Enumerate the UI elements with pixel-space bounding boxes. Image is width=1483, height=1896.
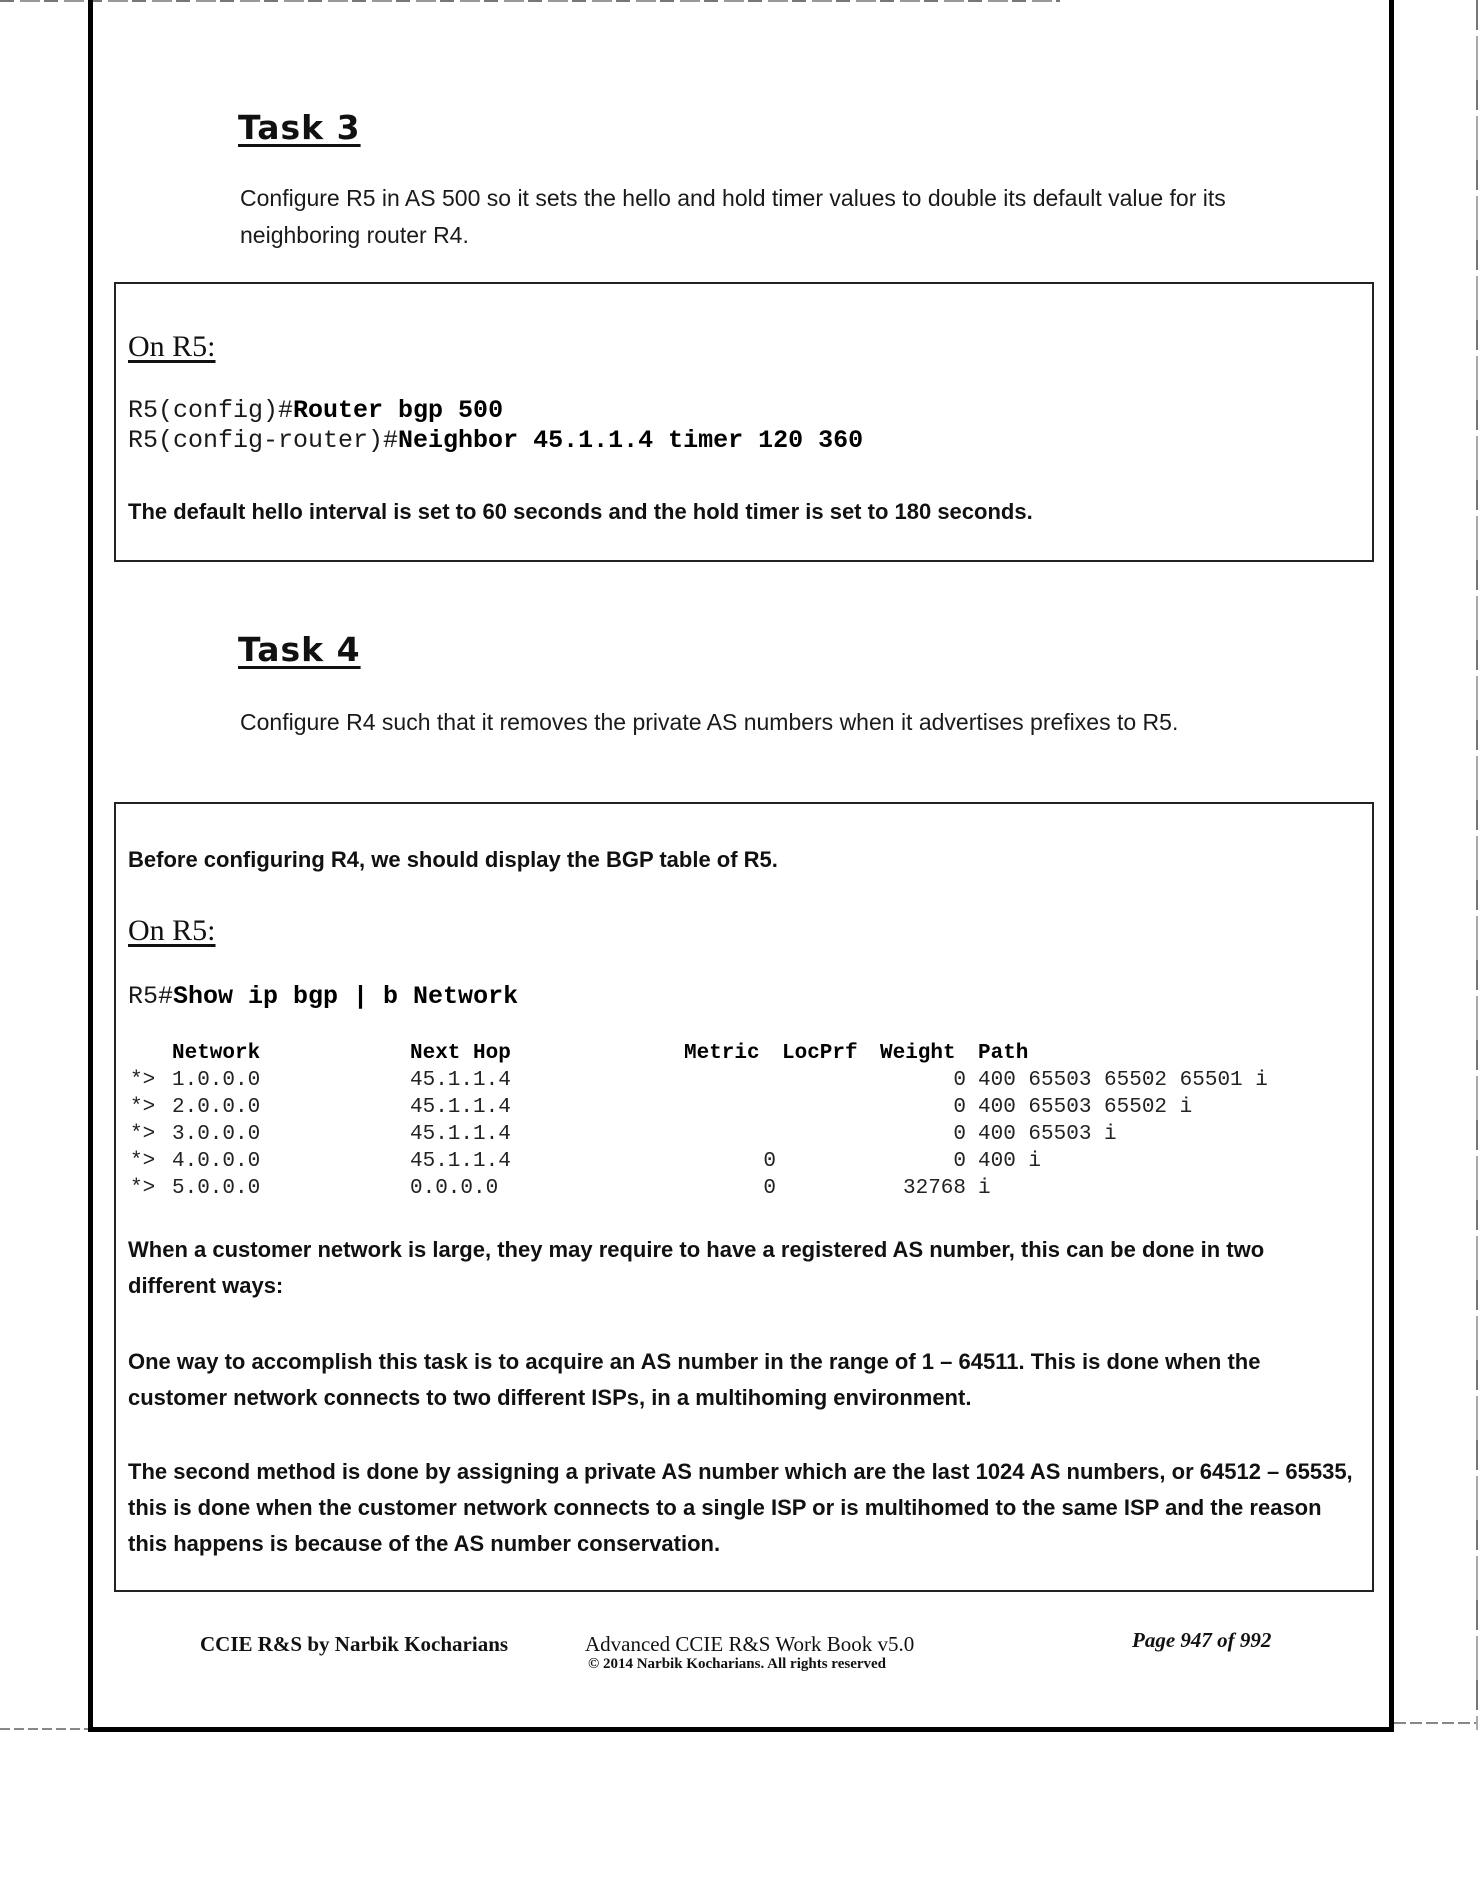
command-text: Router bgp 500: [293, 396, 504, 425]
paragraph: When a customer network is large, they may require to have a registered AS number, this can be done in two different ways:: [128, 1237, 1265, 1298]
task-3-note: The default hello interval is set to 60 seconds and the hold timer is set to 180 seconds.: [128, 499, 1033, 524]
bgp-table-header: [130, 1040, 1330, 1067]
task-4-solution-heading: On R5:: [128, 914, 216, 947]
header-locprf: LocPrf: [782, 1042, 858, 1065]
row-network: 3.0.0.0: [172, 1123, 261, 1146]
row-path: i: [978, 1177, 991, 1200]
scan-artifact-bottom-left: [0, 1728, 90, 1730]
table-row: [130, 1175, 1330, 1202]
row-weight: 0: [953, 1123, 966, 1146]
row-path: 400 65503 i: [978, 1123, 1117, 1146]
row-next-hop: 0.0.0.0: [410, 1177, 499, 1200]
footer-author: CCIE R&S by Narbik Kocharians: [200, 1632, 509, 1656]
command-line: [128, 982, 518, 1011]
bgp-table: [130, 1040, 1330, 1202]
task-3-solution-box: [114, 282, 1374, 562]
row-status: *>: [130, 1177, 156, 1200]
row-network: 5.0.0.0: [172, 1177, 261, 1200]
table-row: [130, 1121, 1330, 1148]
row-status: *>: [130, 1069, 156, 1092]
row-next-hop: 45.1.1.4: [410, 1096, 511, 1119]
row-next-hop: 45.1.1.4: [410, 1150, 511, 1173]
task-3-description: Configure R5 in AS 500 so it sets the hello and hold timer values to double its default value for its neighboring router R4.: [240, 185, 1226, 248]
row-path: 400 65503 65502 65501 i: [978, 1069, 1268, 1092]
task-4-solution-box: [114, 802, 1374, 1592]
task-4-description: Configure R4 such that it removes the private AS numbers when it advertises prefixes to R5.: [240, 709, 1179, 735]
row-status: *>: [130, 1123, 156, 1146]
row-weight: 0: [953, 1150, 966, 1173]
row-metric: 0: [763, 1177, 776, 1200]
row-network: 2.0.0.0: [172, 1096, 261, 1119]
row-status: *>: [130, 1096, 156, 1119]
footer-page-number: Page 947 of 992: [1132, 1628, 1272, 1652]
header-path: Path: [978, 1042, 1029, 1065]
table-row: [130, 1148, 1330, 1175]
scan-artifact-bottom-right: [1394, 1722, 1476, 1724]
task-3-heading: Task 3: [238, 108, 361, 147]
table-row: [130, 1094, 1330, 1121]
header-next-hop: Next Hop: [410, 1042, 511, 1065]
command-text: Show ip bgp | b Network: [173, 982, 519, 1011]
table-row: [130, 1067, 1330, 1094]
row-network: 1.0.0.0: [172, 1069, 261, 1092]
command-line: [128, 426, 863, 455]
row-next-hop: 45.1.1.4: [410, 1123, 511, 1146]
row-weight: 32768: [902, 1177, 966, 1200]
row-path: 400 i: [978, 1150, 1042, 1173]
row-next-hop: 45.1.1.4: [410, 1069, 511, 1092]
command-prompt: R5#: [128, 982, 174, 1011]
paragraph: One way to accomplish this task is to acquire an AS number in the range of 1 – 64511. This is done when the customer network connects to two different ISPs, in a multihoming environment.: [128, 1349, 1261, 1410]
task-4-heading: Task 4: [238, 630, 361, 669]
row-weight: 0: [953, 1069, 966, 1092]
command-prompt: R5(config-router)#: [128, 426, 399, 455]
row-weight: 0: [953, 1096, 966, 1119]
header-network: Network: [172, 1042, 261, 1065]
row-path: 400 65503 65502 i: [978, 1096, 1193, 1119]
scan-artifact-right-edge: [1476, 0, 1478, 1730]
header-weight: Weight: [880, 1042, 956, 1065]
footer-copyright: © 2014 Narbik Kocharians. All rights reserved: [588, 1656, 887, 1672]
command-line: [128, 396, 503, 425]
row-network: 4.0.0.0: [172, 1150, 261, 1173]
command-prompt: R5(config)#: [128, 396, 294, 425]
task-3-solution-heading: On R5:: [128, 330, 216, 363]
task-4-intro: Before configuring R4, we should display the BGP table of R5.: [128, 847, 778, 872]
footer-book-title: Advanced CCIE R&S Work Book v5.0: [585, 1632, 915, 1656]
row-metric: 0: [763, 1150, 776, 1173]
command-text: Neighbor 45.1.1.4 timer 120 360: [398, 426, 864, 455]
row-status: *>: [130, 1150, 156, 1173]
header-metric: Metric: [684, 1042, 760, 1065]
paragraph: The second method is done by assigning a private AS number which are the last 1024 AS numbers, or 64512 – 65535, this is done when the customer network connects to a single ISP or is multihomed to the same ISP and the reason this happens is because of the AS number conservation.: [128, 1459, 1353, 1556]
